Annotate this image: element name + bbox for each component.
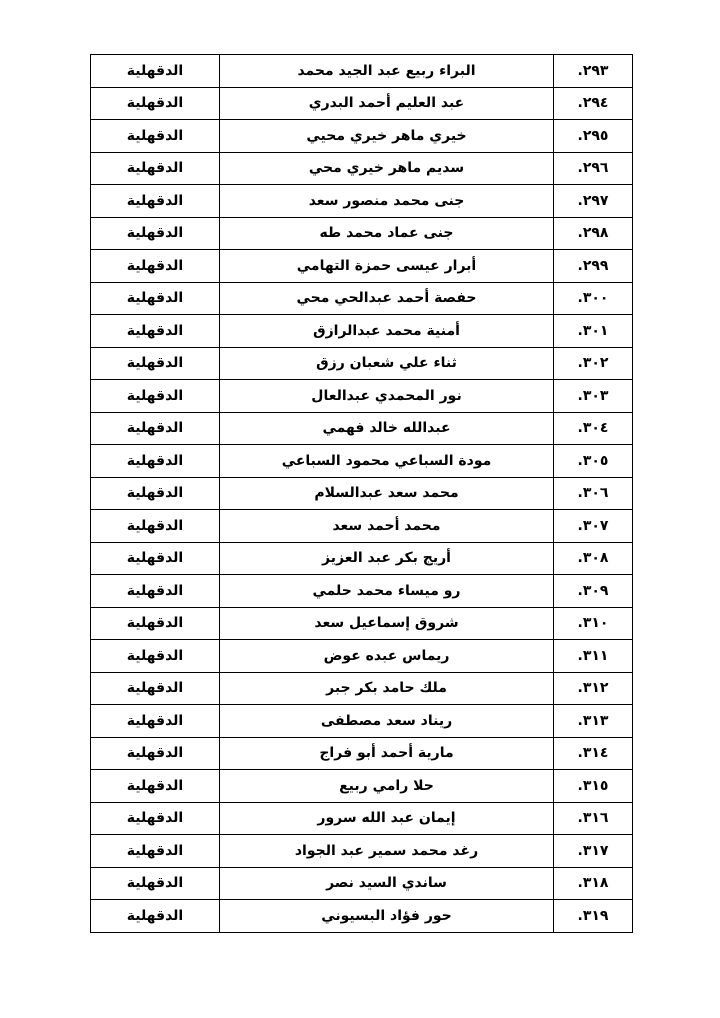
- table-row: [91, 55, 633, 88]
- table-row: [91, 802, 633, 835]
- governorate-cell: الدقهلية: [91, 835, 220, 868]
- governorate-cell: الدقهلية: [91, 185, 220, 218]
- governorate-cell: الدقهلية: [91, 315, 220, 348]
- table-row: [91, 315, 633, 348]
- governorate-cell: الدقهلية: [91, 477, 220, 510]
- governorate-cell: الدقهلية: [91, 250, 220, 283]
- roster-page: [90, 54, 631, 933]
- governorate-cell: الدقهلية: [91, 867, 220, 900]
- governorate-cell: الدقهلية: [91, 87, 220, 120]
- governorate-cell: الدقهلية: [91, 347, 220, 380]
- row-number-cell: ٣١٠.: [554, 607, 633, 640]
- table-row: [91, 217, 633, 250]
- participant-name-cell: مارية أحمد أبو فراج: [220, 737, 554, 770]
- governorate-cell: الدقهلية: [91, 412, 220, 445]
- table-row: [91, 640, 633, 673]
- row-number-cell: ٣٠١.: [554, 315, 633, 348]
- row-number-cell: ٣١٩.: [554, 900, 633, 933]
- governorate-cell: الدقهلية: [91, 770, 220, 803]
- row-number-cell: ٣٠٧.: [554, 510, 633, 543]
- participant-name-cell: عبد العليم أحمد البدري: [220, 87, 554, 120]
- participant-name-cell: أمنية محمد عبدالرازق: [220, 315, 554, 348]
- table-row: [91, 477, 633, 510]
- row-number-cell: ٣٠٤.: [554, 412, 633, 445]
- governorate-cell: الدقهلية: [91, 705, 220, 738]
- participant-name-cell: رو ميساء محمد حلمي: [220, 575, 554, 608]
- table-row: [91, 867, 633, 900]
- row-number-cell: ٢٩٣.: [554, 55, 633, 88]
- participant-name-cell: إيمان عبد الله سرور: [220, 802, 554, 835]
- table-row: [91, 380, 633, 413]
- table-row: [91, 282, 633, 315]
- row-number-cell: ٣٠٦.: [554, 477, 633, 510]
- participant-name-cell: سديم ماهر خيري محي: [220, 152, 554, 185]
- governorate-cell: الدقهلية: [91, 607, 220, 640]
- table-row: [91, 412, 633, 445]
- participants-table: [90, 54, 633, 933]
- table-row: [91, 542, 633, 575]
- participant-name-cell: مودة السباعي محمود السباعي: [220, 445, 554, 478]
- row-number-cell: ٣٠٣.: [554, 380, 633, 413]
- row-number-cell: ٣١١.: [554, 640, 633, 673]
- participant-name-cell: عبدالله خالد فهمي: [220, 412, 554, 445]
- table-row: [91, 770, 633, 803]
- participants-table-body: [91, 55, 633, 933]
- participant-name-cell: البراء ربيع عبد الجيد محمد: [220, 55, 554, 88]
- table-row: [91, 607, 633, 640]
- participant-name-cell: حلا رامي ربيع: [220, 770, 554, 803]
- row-number-cell: ٢٩٨.: [554, 217, 633, 250]
- table-row: [91, 347, 633, 380]
- row-number-cell: ٢٩٥.: [554, 120, 633, 153]
- participant-name-cell: حور فؤاد البسيوني: [220, 900, 554, 933]
- participant-name-cell: ملك حامد بكر جبر: [220, 672, 554, 705]
- governorate-cell: الدقهلية: [91, 900, 220, 933]
- table-row: [91, 510, 633, 543]
- participant-name-cell: شروق إسماعيل سعد: [220, 607, 554, 640]
- governorate-cell: الدقهلية: [91, 120, 220, 153]
- table-row: [91, 250, 633, 283]
- participant-name-cell: جنى محمد منصور سعد: [220, 185, 554, 218]
- participant-name-cell: خيري ماهر خيري محيي: [220, 120, 554, 153]
- row-number-cell: ٢٩٧.: [554, 185, 633, 218]
- row-number-cell: ٣١٣.: [554, 705, 633, 738]
- row-number-cell: ٣٠٥.: [554, 445, 633, 478]
- participant-name-cell: رغد محمد سمير عبد الجواد: [220, 835, 554, 868]
- table-row: [91, 705, 633, 738]
- row-number-cell: ٢٩٩.: [554, 250, 633, 283]
- row-number-cell: ٣٠٩.: [554, 575, 633, 608]
- participant-name-cell: ريماس عبده عوض: [220, 640, 554, 673]
- table-row: [91, 900, 633, 933]
- participant-name-cell: محمد سعد عبدالسلام: [220, 477, 554, 510]
- participant-name-cell: جنى عماد محمد طه: [220, 217, 554, 250]
- table-row: [91, 737, 633, 770]
- participant-name-cell: ريناد سعد مصطفى: [220, 705, 554, 738]
- participant-name-cell: أريج بكر عبد العزيز: [220, 542, 554, 575]
- row-number-cell: ٣١٥.: [554, 770, 633, 803]
- governorate-cell: الدقهلية: [91, 802, 220, 835]
- row-number-cell: ٣٠٨.: [554, 542, 633, 575]
- row-number-cell: ٢٩٦.: [554, 152, 633, 185]
- governorate-cell: الدقهلية: [91, 542, 220, 575]
- participant-name-cell: ثناء علي شعبان رزق: [220, 347, 554, 380]
- table-row: [91, 575, 633, 608]
- governorate-cell: الدقهلية: [91, 55, 220, 88]
- table-row: [91, 185, 633, 218]
- governorate-cell: الدقهلية: [91, 640, 220, 673]
- row-number-cell: ٣١٨.: [554, 867, 633, 900]
- table-row: [91, 445, 633, 478]
- table-row: [91, 835, 633, 868]
- governorate-cell: الدقهلية: [91, 445, 220, 478]
- row-number-cell: ٣١٧.: [554, 835, 633, 868]
- governorate-cell: الدقهلية: [91, 380, 220, 413]
- participant-name-cell: حفصة أحمد عبدالحي محي: [220, 282, 554, 315]
- participant-name-cell: أبرار عيسى حمزة التهامي: [220, 250, 554, 283]
- table-row: [91, 672, 633, 705]
- row-number-cell: ٣٠٠.: [554, 282, 633, 315]
- row-number-cell: ٣١٦.: [554, 802, 633, 835]
- governorate-cell: الدقهلية: [91, 510, 220, 543]
- table-row: [91, 87, 633, 120]
- participant-name-cell: محمد أحمد سعد: [220, 510, 554, 543]
- row-number-cell: ٣١٤.: [554, 737, 633, 770]
- row-number-cell: ٣٠٢.: [554, 347, 633, 380]
- governorate-cell: الدقهلية: [91, 152, 220, 185]
- table-row: [91, 152, 633, 185]
- participant-name-cell: ساندي السيد نصر: [220, 867, 554, 900]
- governorate-cell: الدقهلية: [91, 575, 220, 608]
- governorate-cell: الدقهلية: [91, 282, 220, 315]
- governorate-cell: الدقهلية: [91, 672, 220, 705]
- governorate-cell: الدقهلية: [91, 737, 220, 770]
- table-row: [91, 120, 633, 153]
- governorate-cell: الدقهلية: [91, 217, 220, 250]
- row-number-cell: ٣١٢.: [554, 672, 633, 705]
- row-number-cell: ٢٩٤.: [554, 87, 633, 120]
- participant-name-cell: نور المحمدي عبدالعال: [220, 380, 554, 413]
